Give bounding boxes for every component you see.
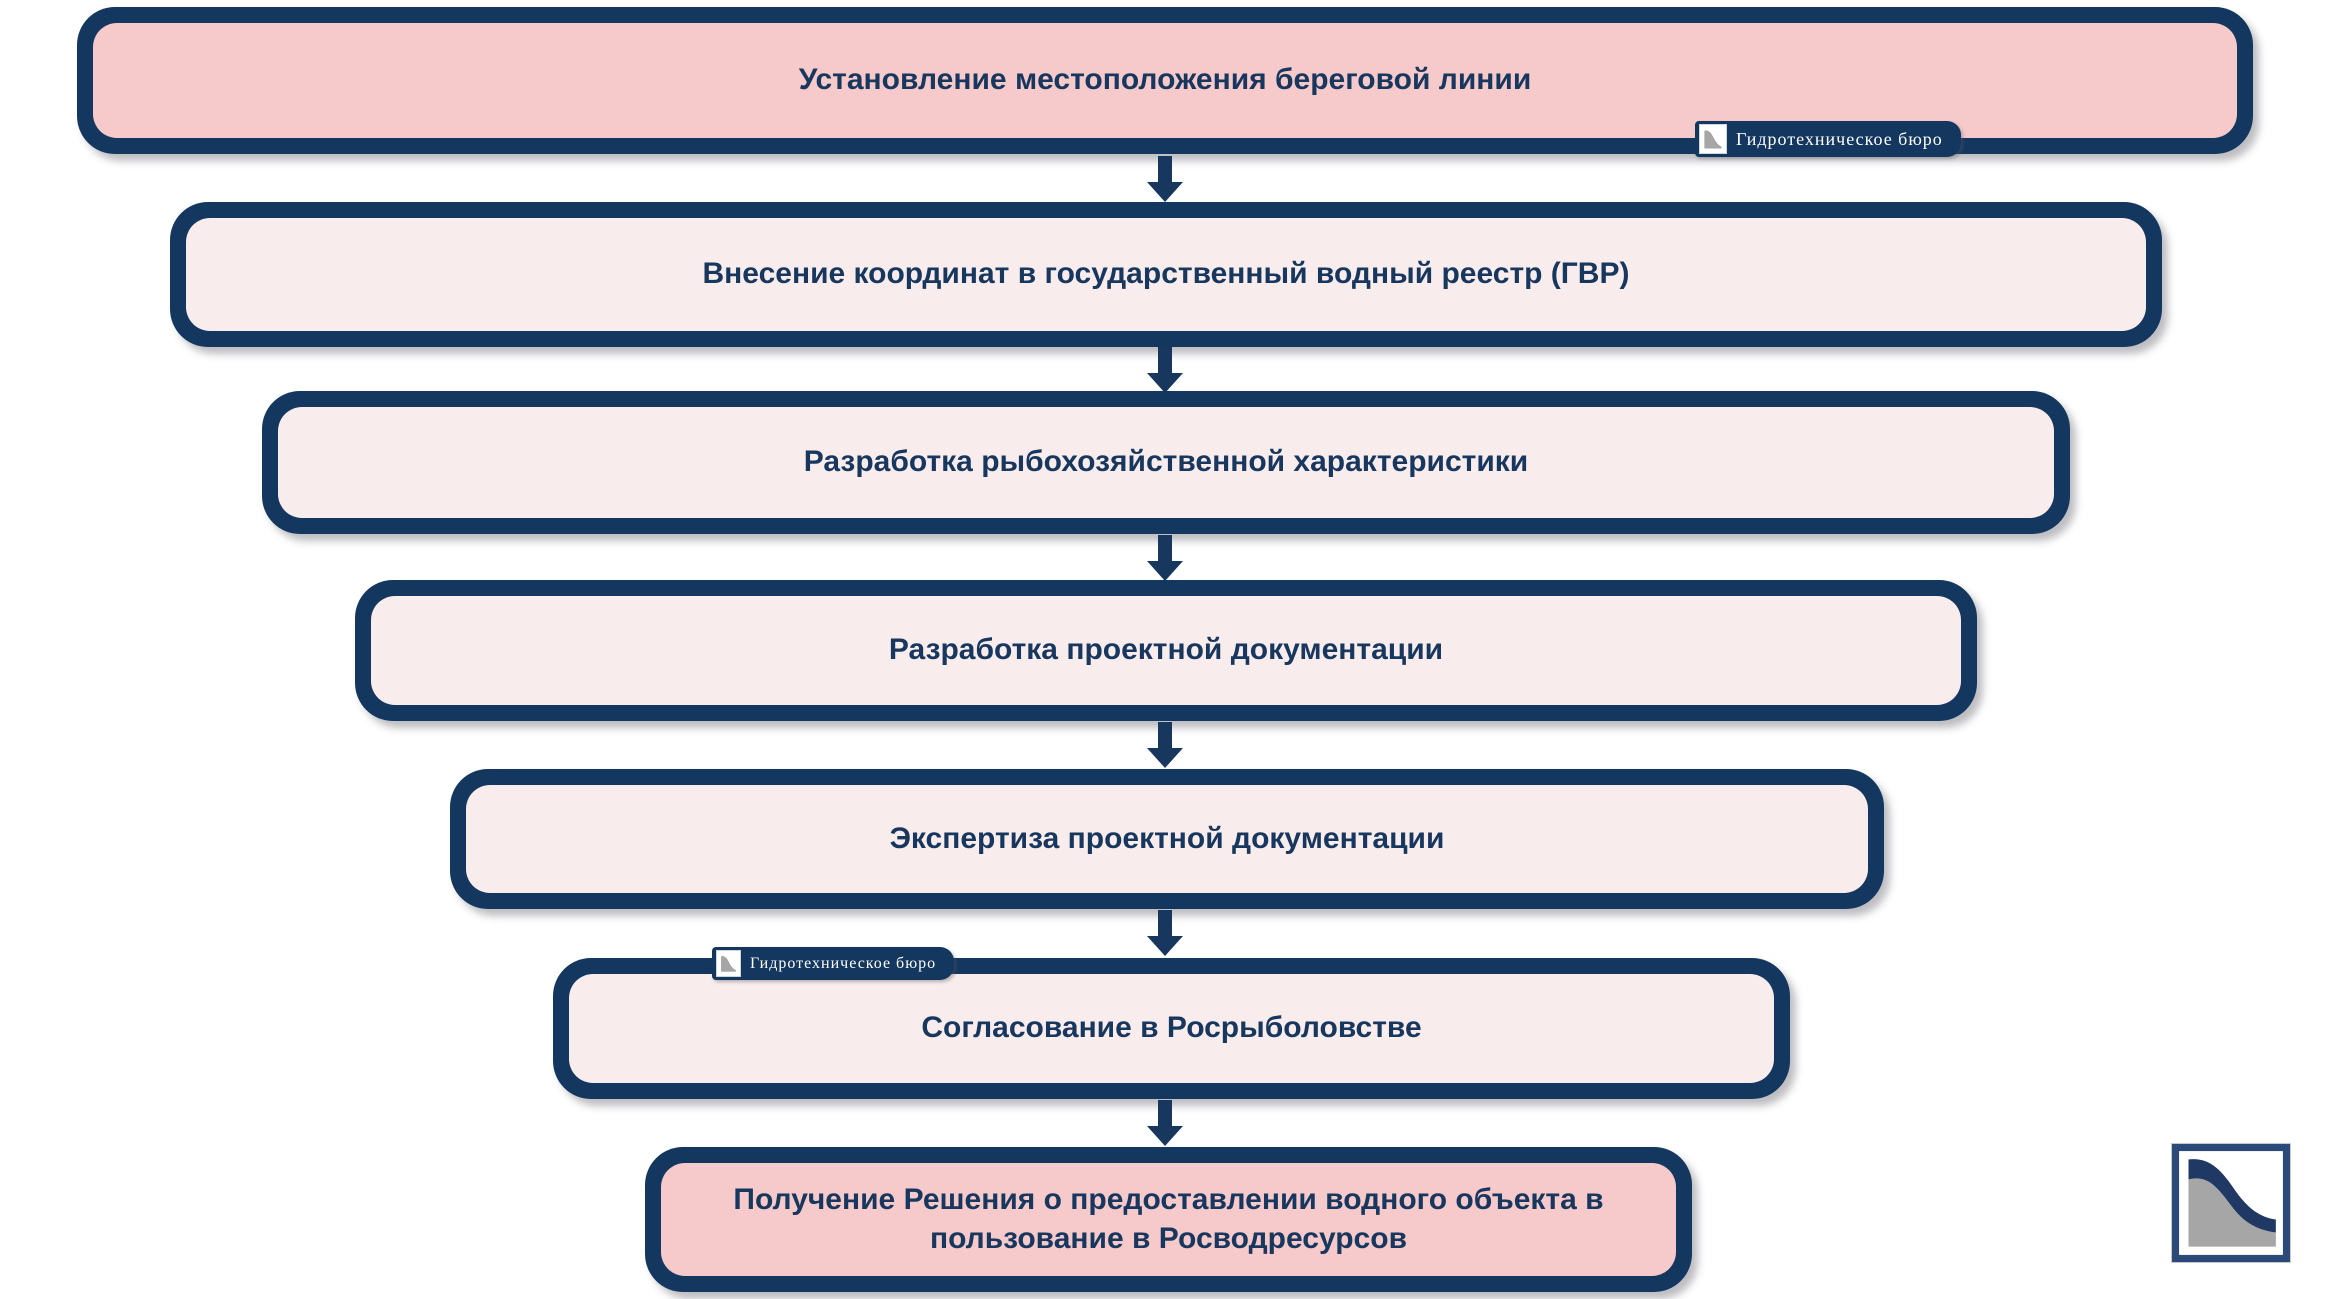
down-arrow-icon — [1145, 910, 1185, 956]
down-arrow-icon — [1145, 722, 1185, 768]
flow-step-1-label: Установление местоположения береговой линии — [93, 23, 2237, 138]
flow-step-7-label: Получение Решения о предоставлении водного объекта в пользование в Росводресурсов — [661, 1163, 1676, 1276]
flow-step-5-label: Экспертиза проектной документации — [466, 785, 1868, 893]
watermark-badge-middle — [712, 947, 954, 980]
down-arrow-icon — [1145, 156, 1185, 202]
down-arrow-icon — [1145, 1100, 1185, 1146]
watermark-text: Гидротехническое бюро — [750, 954, 937, 972]
dam-curve-icon — [716, 950, 741, 977]
dam-profile-logo — [2172, 1144, 2290, 1262]
flow-step-3-label: Разработка рыбохозяйственной характеристики — [278, 407, 2054, 518]
flow-step-2 — [170, 202, 2162, 347]
flow-step-2-label: Внесение координат в государственный водный реестр (ГВР) — [186, 218, 2146, 331]
down-arrow-icon — [1145, 347, 1185, 393]
down-arrow-icon — [1145, 535, 1185, 581]
flow-step-4 — [355, 580, 1977, 721]
flow-step-3 — [262, 391, 2070, 534]
flow-step-5 — [450, 769, 1884, 909]
watermark-text: Гидротехническое бюро — [1736, 128, 1943, 149]
flow-step-6-label: Согласование в Росрыболовстве — [569, 974, 1774, 1083]
dam-curve-icon — [1699, 124, 1727, 154]
flow-step-7 — [645, 1147, 1692, 1292]
watermark-badge-top — [1695, 121, 1961, 157]
flow-step-4-label: Разработка проектной документации — [371, 596, 1961, 705]
